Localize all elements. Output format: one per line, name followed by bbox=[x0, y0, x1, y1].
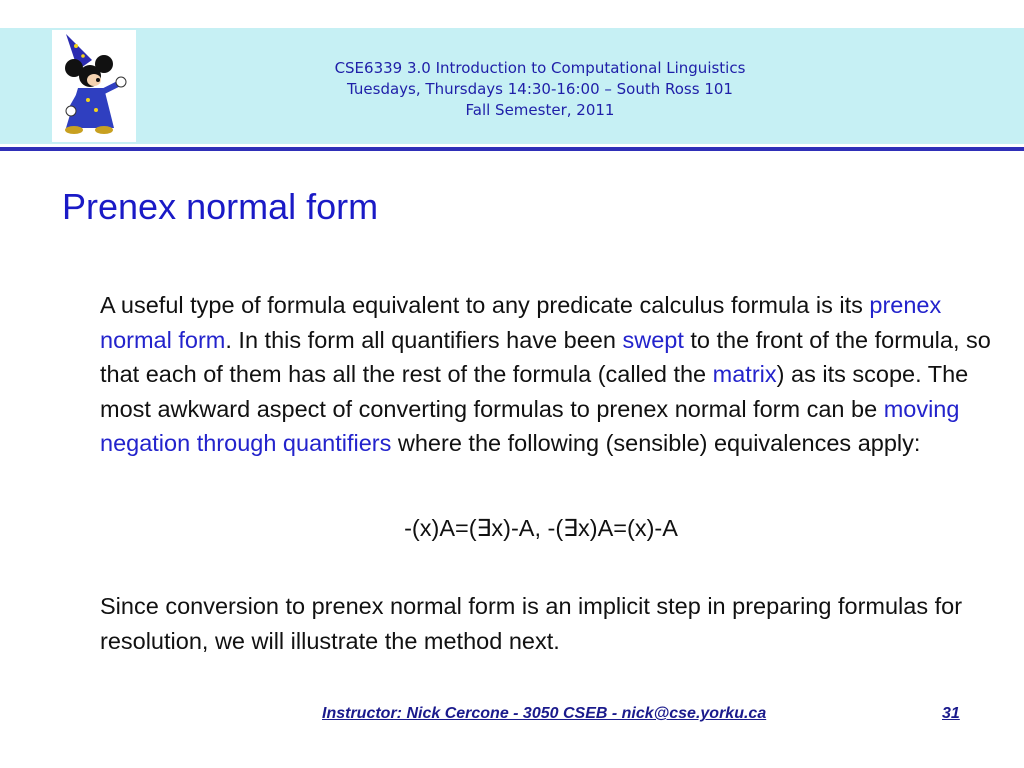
highlight-swept: swept bbox=[622, 326, 684, 353]
body-text-segment: ) as its scope. The most awkward aspect of converting formulas to prenex normal form can be bbox=[100, 361, 969, 422]
body-text-segment: A useful type of formula equivalent to any predicate calculus formula is its bbox=[100, 292, 870, 318]
footer-instructor-link[interactable]: Instructor: Nick Cercone - 3050 CSEB - nick@cse.yorku.ca bbox=[322, 705, 767, 722]
equivalence-formula: -(x)A=(∃x)-A, -(∃x)A=(x)-A bbox=[404, 515, 678, 541]
body-paragraph bbox=[100, 288, 1000, 461]
highlight-matrix: matrix bbox=[712, 361, 777, 387]
header-divider bbox=[0, 147, 1024, 151]
course-line: CSE6339 3.0 Introduction to Computational Linguistics bbox=[334, 59, 746, 77]
course-header bbox=[140, 58, 940, 121]
wizard-mouse-logo-icon bbox=[52, 30, 136, 142]
semester-line: Fall Semester, 2011 bbox=[465, 101, 615, 119]
body-text-segment: to the front of the formula, so that each of them has all the rest of the formula (called the bbox=[100, 326, 991, 387]
highlight-moving-negation: moving negation through quantifiers bbox=[100, 395, 960, 456]
wizard-mouse-icon bbox=[52, 30, 136, 142]
slide-title: Prenex normal form bbox=[62, 186, 379, 227]
highlight-prenex-normal-form: prenex normal form bbox=[100, 292, 942, 353]
second-paragraph: Since conversion to prenex normal form is an implicit step in preparing formulas for resolution, we will illustrate the method next. bbox=[100, 593, 963, 654]
page-number: 31 bbox=[942, 705, 960, 722]
body-text-segment: . In this form all quantifiers have been bbox=[225, 326, 623, 353]
schedule-line: Tuesdays, Thursdays 14:30-16:00 – South Ross 101 bbox=[347, 80, 733, 98]
body-text-segment: where the following (sensible) equivalences apply: bbox=[391, 430, 921, 456]
